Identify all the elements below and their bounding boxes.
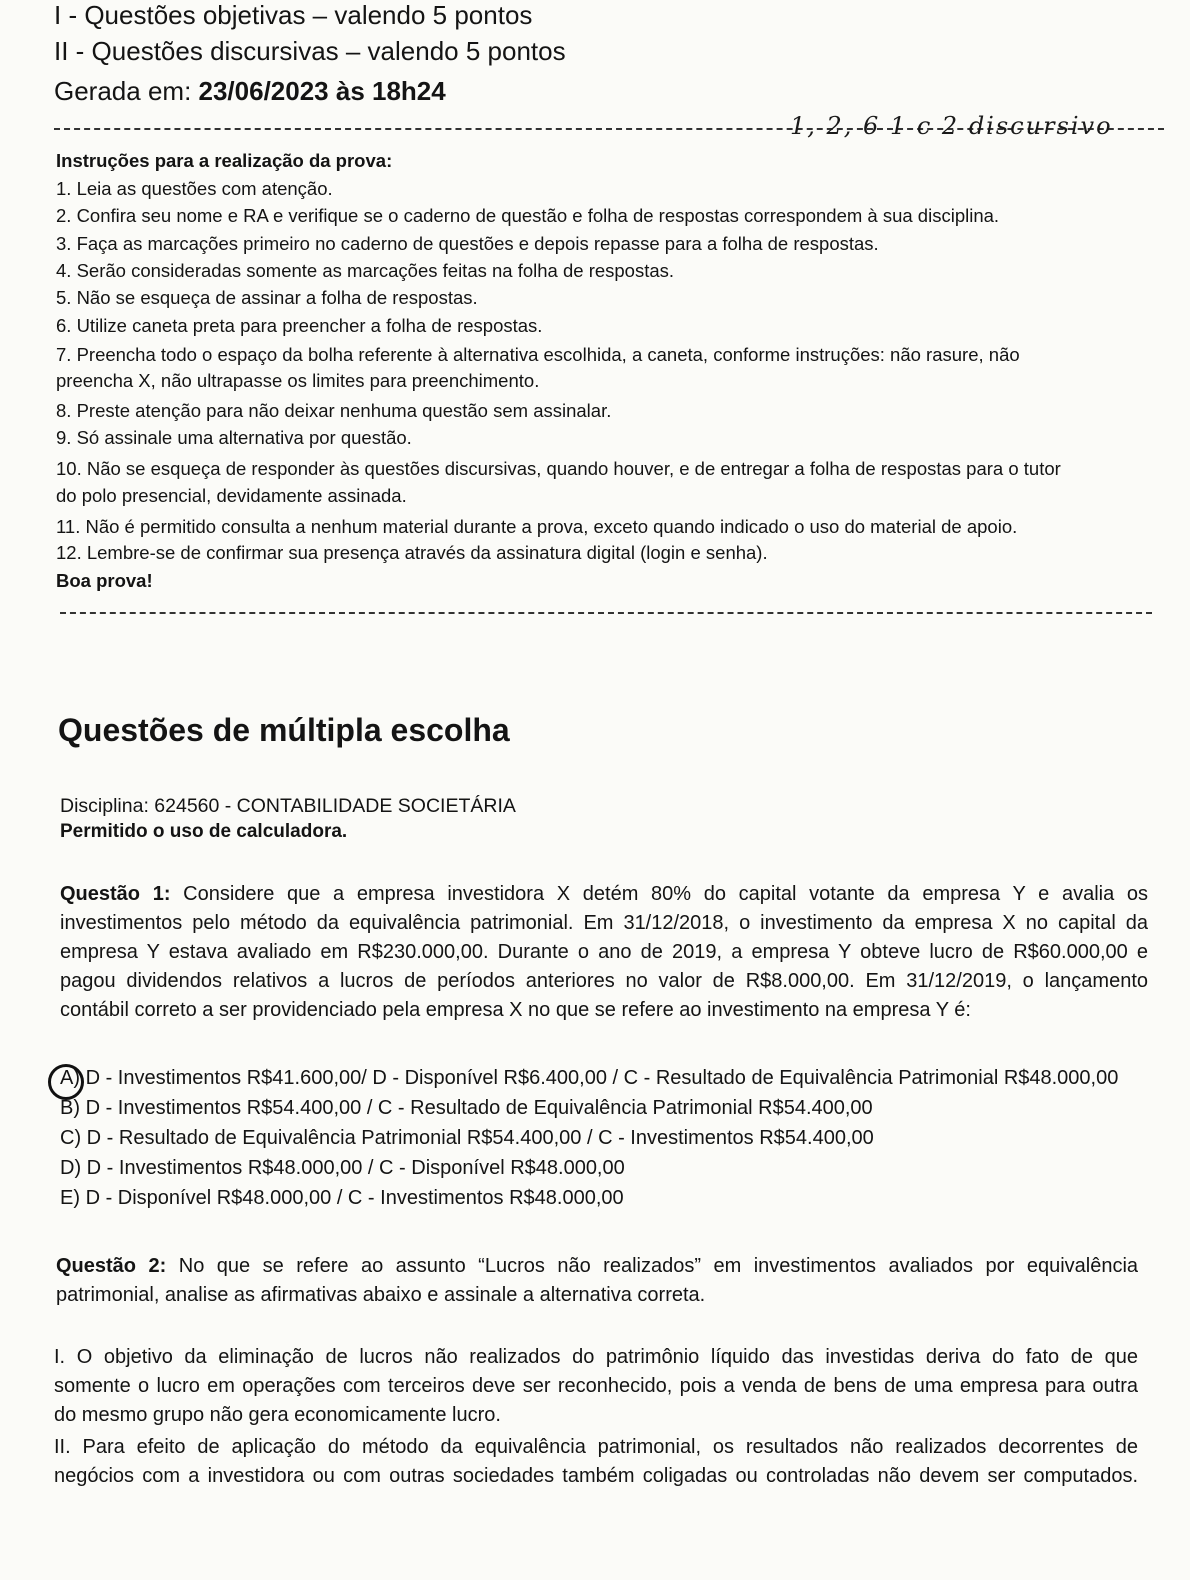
question-1-line: pagou dividendos relativos a lucros de períodos anteriores no valor de R$8.000,00. Em 31/12/2019, o lançamento xyxy=(60,970,1148,992)
discipline: Disciplina: 624560 - CONTABILIDADE SOCIETÁRIA xyxy=(60,795,516,817)
instructions-closing: Boa prova! xyxy=(56,570,153,591)
generated-date xyxy=(54,76,446,107)
generated-value: 23/06/2023 às 18h24 xyxy=(198,76,446,106)
question-2-text: No que se refere ao assunto “Lucros não realizados” em investimentos avaliados por equivalência xyxy=(178,1255,1139,1277)
instruction-item: preencha X, não ultrapasse os limites para preenchimento. xyxy=(56,370,540,391)
option-letter: E) xyxy=(60,1187,80,1209)
instruction-item: 6. Utilize caneta preta para preencher a folha de respostas. xyxy=(56,315,543,336)
instruction-item: 2. Confira seu nome e RA e verifique se o caderno de questão e folha de respostas correspondem à sua disciplina. xyxy=(56,205,1000,226)
option-letter: B) xyxy=(60,1097,80,1119)
header-line-1: I - Questões objetivas – valendo 5 pontos xyxy=(54,0,533,30)
header-line-2: II - Questões discursivas – valendo 5 pontos xyxy=(54,36,566,66)
statement-line: I. O objetivo da eliminação de lucros não realizados do patrimônio líquido das investidas deriva do fato de que xyxy=(54,1346,1138,1368)
question-1-text: Considere que a empresa investidora X detém 80% do capital votante da empresa Y e avalia os xyxy=(183,883,1149,905)
option-b[interactable] xyxy=(60,1097,873,1120)
option-text: D - Resultado de Equivalência Patrimonial R$54.400,00 / C - Investimentos R$54.400,00 xyxy=(86,1127,874,1149)
instruction-item: 11. Não é permitido consulta a nenhum material durante a prova, exceto quando indicado o uso do material de apoio. xyxy=(56,516,1018,537)
option-letter: C) xyxy=(60,1127,82,1149)
statement-line: somente o lucro em operações com terceiros deve ser reconhecido, pois a venda de bens de uma empresa para outra xyxy=(54,1375,1138,1397)
option-c[interactable] xyxy=(60,1127,874,1150)
question-2-line: patrimonial, analise as afirmativas abaixo e assinale a alternativa correta. xyxy=(56,1284,706,1306)
instruction-item: 7. Preencha todo o espaço da bolha referente à alternativa escolhida, a caneta, conforme instruções: não rasure, não xyxy=(56,344,1020,365)
divider-bottom xyxy=(60,612,1152,614)
generated-prefix: Gerada em: xyxy=(54,76,199,106)
instruction-item: 5. Não se esqueça de assinar a folha de respostas. xyxy=(56,287,478,308)
option-letter: D) xyxy=(60,1157,82,1179)
option-text: D - Investimentos R$54.400,00 / C - Resultado de Equivalência Patrimonial R$54.400,00 xyxy=(85,1097,873,1119)
instructions-title: Instruções para a realização da prova: xyxy=(56,150,393,171)
question-1-line: empresa Y estava avaliado em R$230.000,00. Durante o ano de 2019, a empresa Y obteve lucro de R$60.000,00 e xyxy=(60,941,1148,963)
section-title: Questões de múltipla escolha xyxy=(58,712,510,748)
instruction-item: 8. Preste atenção para não deixar nenhuma questão sem assinalar. xyxy=(56,400,612,421)
question-1-label: Questão 1: xyxy=(60,883,171,905)
instruction-item: 9. Só assinale uma alternativa por questão. xyxy=(56,427,412,448)
option-text: D - Investimentos R$41.600,00/ D - Disponível R$6.400,00 / C - Resultado de Equivalência Patrimonial R$48.000,00 xyxy=(85,1067,1119,1089)
instruction-item: 10. Não se esqueça de responder às questões discursivas, quando houver, e de entregar a folha de respostas para o tutor xyxy=(56,458,1061,479)
question-1-line xyxy=(60,880,1148,909)
option-e[interactable] xyxy=(60,1187,624,1210)
statement-line: negócios com a investidora ou com outras sociedades também coligadas ou controladas não devem ser computados. xyxy=(54,1465,1138,1487)
statement-line: do mesmo grupo não gera economicamente lucro. xyxy=(54,1404,501,1426)
option-letter: A) xyxy=(60,1067,80,1089)
option-d[interactable] xyxy=(60,1157,625,1180)
option-text: D - Investimentos R$48.000,00 / C - Disponível R$48.000,00 xyxy=(86,1157,625,1179)
instruction-item: 1. Leia as questões com atenção. xyxy=(56,178,333,199)
instruction-item: do polo presencial, devidamente assinada. xyxy=(56,485,407,506)
handwritten-note: 1, 2, 6 1 c 2 discursivo xyxy=(790,112,1113,140)
question-1-line: investimentos pelo método da equivalência patrimonial. Em 31/12/2018, o investimento da empresa X no capital da xyxy=(60,912,1148,934)
question-2-label: Questão 2: xyxy=(56,1255,167,1277)
instruction-item: 12. Lembre-se de confirmar sua presença através da assinatura digital (login e senha). xyxy=(56,542,768,563)
question-2-line xyxy=(56,1252,1138,1281)
option-a[interactable] xyxy=(60,1067,1118,1090)
instruction-item: 3. Faça as marcações primeiro no caderno de questões e depois repasse para a folha de respostas. xyxy=(56,233,879,254)
calculator-note: Permitido o uso de calculadora. xyxy=(60,821,348,842)
instruction-item: 4. Serão consideradas somente as marcações feitas na folha de respostas. xyxy=(56,260,675,281)
statement-line: II. Para efeito de aplicação do método da equivalência patrimonial, os resultados não realizados decorrentes de xyxy=(54,1436,1138,1458)
question-1-line: contábil correto a ser providenciado pela empresa X no que se refere ao investimento na empresa Y é: xyxy=(60,999,971,1021)
option-text: D - Disponível R$48.000,00 / C - Investimentos R$48.000,00 xyxy=(85,1187,624,1209)
